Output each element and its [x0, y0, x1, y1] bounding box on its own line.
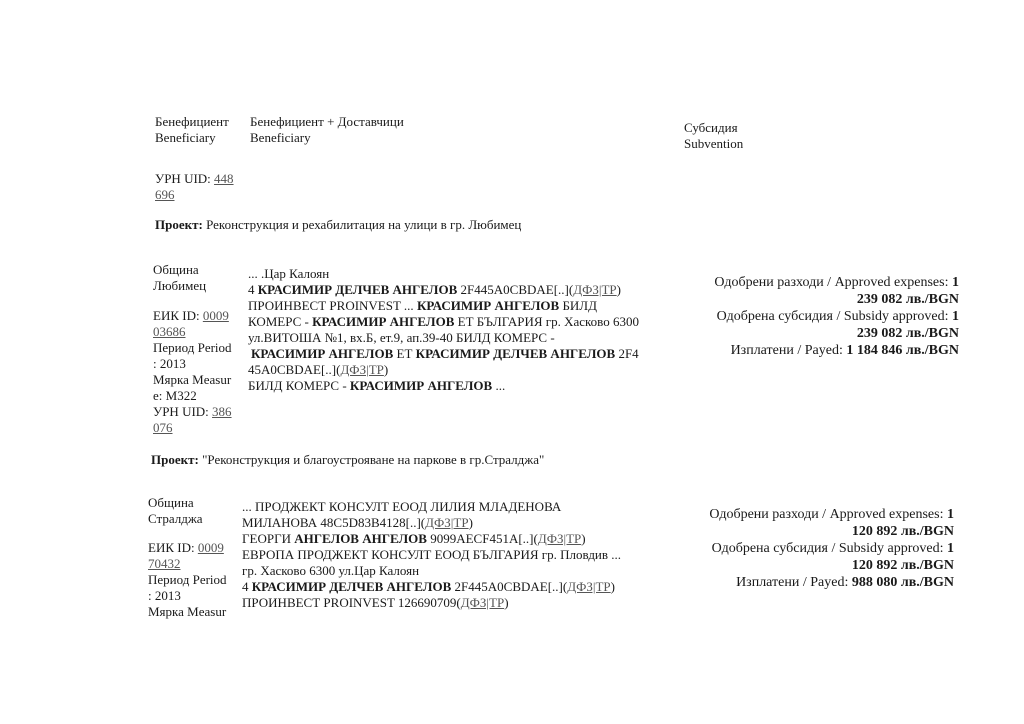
entry-2-text: ПРОИНВЕСТ PROINVEST 126690709(	[242, 595, 461, 610]
entry-2-text: 4	[242, 579, 252, 594]
entry-1-municipality	[153, 262, 245, 436]
entry-2-municipality-name: Стралджа	[148, 511, 203, 526]
entry-2-dfz-link[interactable]: ДФЗ|ТР	[425, 515, 469, 530]
entry-1-text: 4	[248, 282, 258, 297]
entry-1-approved-label: Одобрени разходи / Approved expenses:	[714, 275, 952, 290]
entry-1-urn-link-cont[interactable]: 076	[153, 420, 173, 435]
entry-2-text: 9099AECF451A[..](	[426, 531, 538, 546]
entry-1-period-label: Период Period	[153, 340, 232, 355]
entry-2-text: )	[610, 579, 615, 594]
urn-top-link-cont[interactable]: 696	[155, 187, 175, 202]
entry-2-eik-link[interactable]: 0009	[197, 540, 224, 555]
entry-2-address: гр. Хасково 6300 ул.Цар Калоян	[242, 563, 420, 578]
entry-1-text: КОМЕРС -	[248, 314, 313, 329]
entry-2-dfz-link[interactable]: ДФЗ|ТР	[460, 595, 505, 610]
entry-2-paid-label: Изплатени / Payed:	[736, 575, 852, 590]
entry-2-eik-label: ЕИК ID:	[148, 540, 198, 555]
entry-2-subsidy-label: Одобрена субсидия / Subsidy approved:	[711, 541, 947, 556]
entry-1-municipality-label: Община	[153, 262, 199, 277]
entry-1-subsidy-label: Одобрена субсидия / Subsidy approved:	[716, 309, 952, 324]
entry-2-text: МИЛАНОВА 48C5D83B4128[..](	[242, 515, 426, 530]
header-beneficiary-bg: Бенефициент	[155, 114, 229, 129]
entry-2-approved-value-cont: 120 892 лв./BGN	[851, 524, 954, 539]
entry-1-supplier-line: ... .Цар Калоян	[248, 266, 330, 281]
entry-2-suppliers	[242, 499, 621, 611]
entry-2-text: )	[504, 595, 509, 610]
entry-1-person-name: КРАСИМИР АНГЕЛОВ	[349, 378, 493, 393]
entry-1-person-name: КРАСИМИР ДЕЛЧЕВ АНГЕЛОВ	[415, 346, 616, 361]
entry-2-period-label: Период Period	[148, 572, 227, 587]
header-subvention-en: Subvention	[684, 136, 744, 151]
entry-1-text: БИЛД	[559, 298, 597, 313]
header-subvention-bg: Субсидия	[684, 120, 738, 135]
entry-1-eik-link-cont[interactable]: 03686	[153, 324, 186, 339]
urn-top-link[interactable]: 448	[214, 171, 234, 186]
urn-top	[155, 171, 234, 203]
entry-1-text: ЕТ БЪЛГАРИЯ гр. Хасково 6300	[454, 314, 639, 329]
entry-1-text: )	[383, 362, 389, 377]
entry-2-supplier-line: ... ПРОДЖЕКТ КОНСУЛТ ЕООД ЛИЛИЯ МЛАДЕНОВА	[242, 499, 562, 514]
header-beneficiary-en: Beneficiary	[155, 130, 216, 145]
entry-1-urn-link[interactable]: 386	[212, 404, 232, 419]
entry-2-municipality	[148, 495, 240, 620]
urn-top-label: УРН UID:	[155, 171, 215, 186]
entry-1-paid-label: Изплатени / Payed:	[730, 343, 847, 358]
entry-1-person-name: КРАСИМИР АНГЕЛОВ	[251, 346, 394, 361]
header-beneficiary-suppliers	[250, 114, 404, 146]
entry-1-person-name: КРАСИМИР ДЕЛЧЕВ АНГЕЛОВ	[257, 282, 458, 297]
entry-2-measure-label: Мярка Measur	[148, 604, 227, 619]
header-suppliers-bg: Бенефициент + Доставчици	[250, 114, 404, 129]
entry-2-subsidy	[709, 506, 954, 591]
entry-2-subsidy-value: 1	[947, 541, 954, 556]
entry-1-person-name: КРАСИМИР АНГЕЛОВ	[416, 298, 560, 313]
entry-1-subsidy	[714, 274, 959, 359]
entry-2-text: )	[581, 531, 586, 546]
entry-1-period-value: : 2013	[153, 356, 186, 371]
entry-1-text: 45A0CBDAE[..](	[248, 362, 341, 377]
entry-1-municipality-name: Любимец	[153, 278, 207, 293]
entry-2-text: 2F445A0CBDAE[..](	[451, 579, 568, 594]
entry-2-person-name: АНГЕЛОВ АНГЕЛОВ	[294, 531, 427, 546]
entry-1-text: )	[616, 282, 621, 297]
entry-1-dfz-link[interactable]: ДФЗ|ТР	[340, 362, 384, 377]
entry-2-address: ЕВРОПА ПРОДЖЕКТ КОНСУЛТ ЕООД БЪЛГАРИЯ гр. Пловдив ...	[242, 547, 622, 562]
entry-2-approved-label: Одобрени разходи / Approved expenses:	[709, 507, 947, 522]
entry-1-eik-label: ЕИК ID:	[153, 308, 203, 323]
header-subvention	[684, 120, 743, 152]
project-2-label: Проект:	[151, 452, 203, 467]
entry-1-eik-link[interactable]: 0009	[202, 308, 229, 323]
entry-1-text: ПРОИНВЕСТ PROINVEST ...	[248, 298, 417, 313]
project-1-label: Проект:	[155, 217, 207, 232]
entry-2-approved-value: 1	[947, 507, 954, 522]
entry-2-dfz-link[interactable]: ДФЗ|ТР	[537, 531, 582, 546]
header-beneficiary	[155, 114, 229, 146]
project-2-name: "Реконструкция и благоустрояване на паркове в гр.Стралджа"	[202, 452, 545, 467]
entry-1-text: ЕТ	[393, 346, 416, 361]
entry-2-person-name: КРАСИМИР ДЕЛЧЕВ АНГЕЛОВ	[251, 579, 452, 594]
entry-2-dfz-link[interactable]: ДФЗ|ТР	[567, 579, 611, 594]
header-suppliers-en: Beneficiary	[250, 130, 311, 145]
entry-1-approved-value: 1	[952, 275, 959, 290]
entry-1-subsidy-value: 1	[952, 309, 959, 324]
entry-1-address: ул.ВИТОША №1, вх.Б, ет.9, ап.39-40 БИЛД КОМЕРС -	[248, 330, 555, 345]
entry-2-eik-link-cont[interactable]: 70432	[148, 556, 181, 571]
entry-2-period-value: : 2013	[148, 588, 181, 603]
entry-1-subsidy-value-cont: 239 082 лв./BGN	[856, 326, 959, 341]
entry-1-dfz-link[interactable]: ДФЗ|ТР	[573, 282, 617, 297]
entry-1-person-name: КРАСИМИР АНГЕЛОВ	[312, 314, 455, 329]
project-2-title	[151, 452, 544, 468]
entry-1-measure-label: Мярка Measur	[153, 372, 232, 387]
entry-2-municipality-label: Община	[148, 495, 194, 510]
entry-1-approved-value-cont: 239 082 лв./BGN	[856, 292, 959, 307]
project-1-title	[155, 217, 521, 233]
entry-2-subsidy-value-cont: 120 892 лв./BGN	[851, 558, 954, 573]
entry-1-urn-label: УРН UID:	[153, 404, 213, 419]
entry-2-text: )	[468, 515, 473, 530]
entry-1-measure-value: e: M322	[153, 388, 197, 403]
entry-2-paid-value: 988 080 лв./BGN	[851, 575, 954, 590]
entry-1-text: БИЛД КОМЕРС -	[248, 378, 350, 393]
project-1-name: Реконструкция и рехабилитация на улици в гр. Любимец	[206, 217, 522, 232]
entry-1-text: ...	[492, 378, 506, 393]
entry-2-text: ГЕОРГИ	[242, 531, 295, 546]
entry-1-text: 2F445A0CBDAE[..](	[457, 282, 574, 297]
entry-1-suppliers	[248, 266, 639, 394]
entry-1-paid-value: 1 184 846 лв./BGN	[846, 343, 959, 358]
entry-1-text: 2F4	[615, 346, 639, 361]
